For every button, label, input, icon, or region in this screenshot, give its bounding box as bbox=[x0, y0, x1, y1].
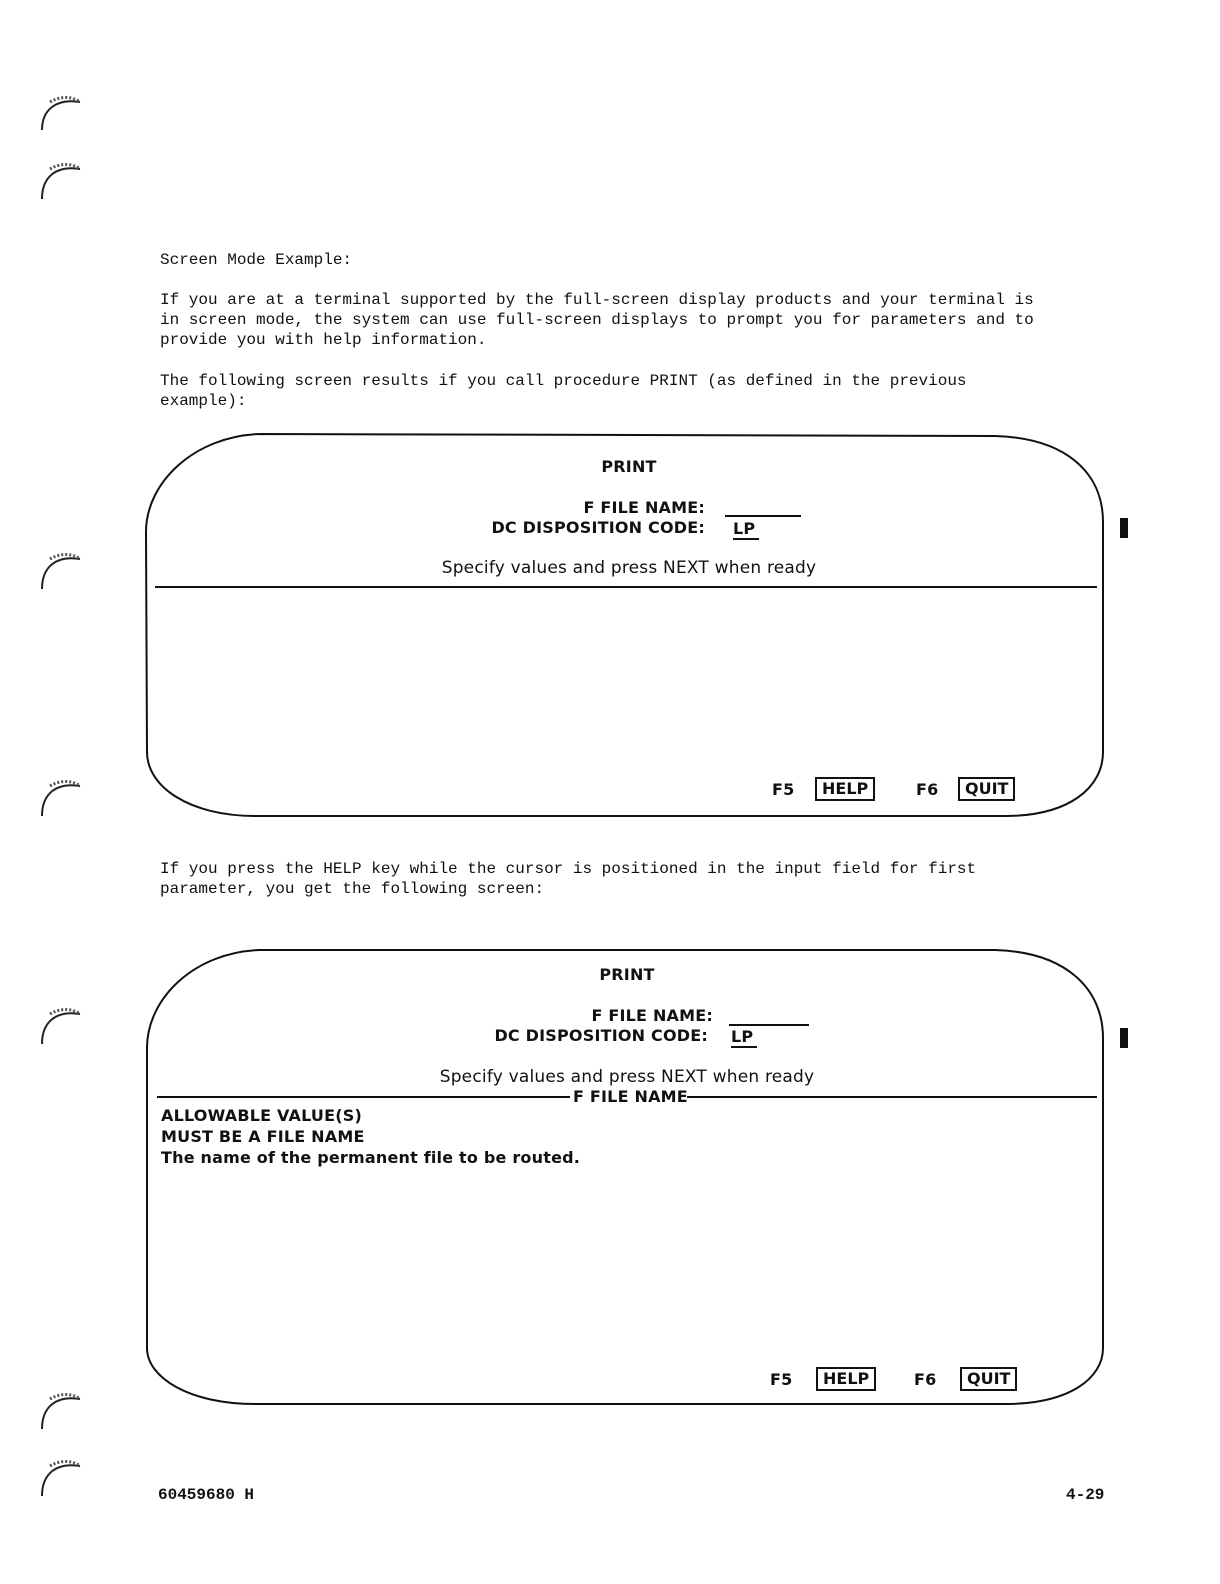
document-number: 60459680 H bbox=[158, 1486, 255, 1504]
help-divider-label: F FILE NAME bbox=[573, 1087, 688, 1106]
f5-key-label: F5 bbox=[770, 1370, 793, 1389]
binder-hole-mark bbox=[36, 772, 84, 820]
binder-hole-mark bbox=[36, 1452, 84, 1500]
binder-hole-mark bbox=[36, 90, 84, 138]
quit-key-button[interactable]: QUIT bbox=[958, 777, 1015, 801]
disposition-code-input[interactable]: LP bbox=[733, 519, 759, 540]
change-bar bbox=[1120, 518, 1128, 538]
change-bar bbox=[1120, 1028, 1128, 1048]
param-label-disposition-code: DC DISPOSITION CODE: bbox=[494, 1026, 708, 1045]
f5-key-label: F5 bbox=[772, 780, 795, 799]
file-name-input[interactable] bbox=[729, 1024, 809, 1026]
binder-hole-mark bbox=[36, 1000, 84, 1048]
binder-hole-mark bbox=[36, 545, 84, 593]
binder-hole-mark bbox=[36, 1385, 84, 1433]
screen-title: PRINT bbox=[599, 965, 655, 984]
help-text-line: MUST BE A FILE NAME bbox=[161, 1127, 365, 1146]
screen-title: PRINT bbox=[601, 457, 657, 476]
terminal-screen-print-help bbox=[145, 948, 1105, 1406]
help-key-button[interactable]: HELP bbox=[815, 777, 875, 801]
help-text-line: ALLOWABLE VALUE(S) bbox=[161, 1106, 362, 1125]
f6-key-label: F6 bbox=[916, 780, 939, 799]
param-label-disposition-code: DC DISPOSITION CODE: bbox=[491, 518, 705, 537]
param-label-file-name: F FILE NAME: bbox=[591, 1006, 713, 1025]
screen-frame bbox=[145, 432, 1107, 820]
screen-prompt: Specify values and press NEXT when ready bbox=[439, 1067, 815, 1087]
file-name-input[interactable] bbox=[725, 515, 801, 517]
intro-paragraph-2: The following screen results if you call procedure PRINT (as defined in the previous example): bbox=[160, 372, 967, 410]
disposition-code-input[interactable]: LP bbox=[731, 1027, 757, 1048]
terminal-screen-print bbox=[145, 432, 1105, 818]
param-label-file-name: F FILE NAME: bbox=[583, 498, 705, 517]
f6-key-label: F6 bbox=[914, 1370, 937, 1389]
intro-paragraph: If you are at a terminal supported by the full-screen display products and your terminal is in screen mode, the system can use full-screen displays to prompt you for parameters and to provide you with help information. bbox=[160, 291, 1034, 349]
help-key-button[interactable]: HELP bbox=[816, 1367, 876, 1391]
binder-hole-mark bbox=[36, 155, 84, 203]
help-paragraph: If you press the HELP key while the cursor is positioned in the input field for first parameter, you get the following screen: bbox=[160, 860, 977, 898]
page-number: 4-29 bbox=[1066, 1486, 1105, 1504]
section-heading: Screen Mode Example: bbox=[160, 251, 353, 269]
help-text-line: The name of the permanent file to be routed. bbox=[161, 1148, 581, 1167]
screen-prompt: Specify values and press NEXT when ready bbox=[441, 558, 817, 578]
quit-key-button[interactable]: QUIT bbox=[960, 1367, 1017, 1391]
